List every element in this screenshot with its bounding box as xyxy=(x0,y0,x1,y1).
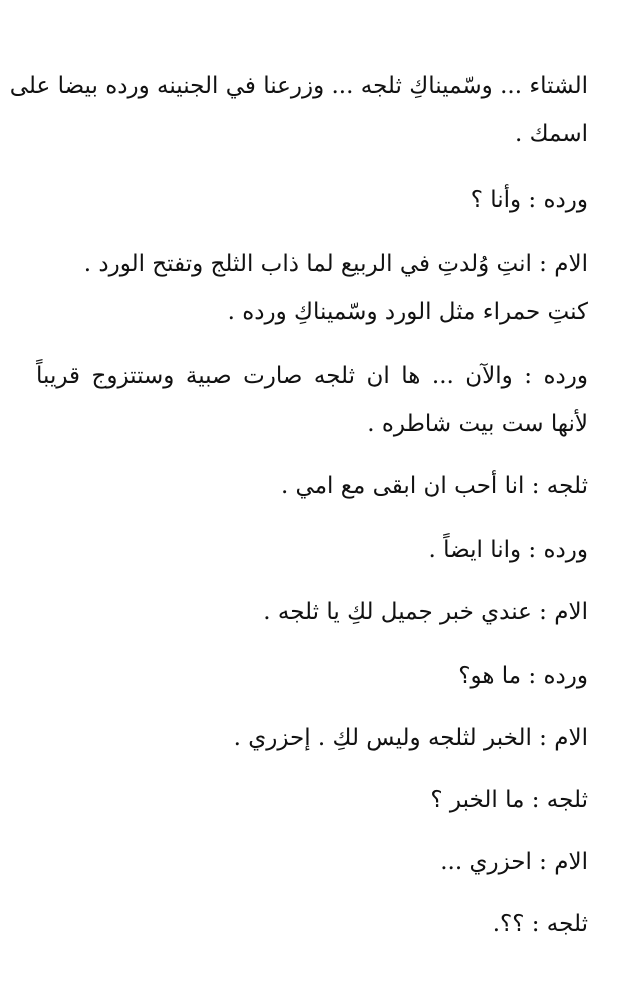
text-line: لأنها ست بيت شاطره . xyxy=(367,411,588,437)
dialogue-line-thalja xyxy=(36,900,588,948)
text-line: ثلجه : ما الخبر ؟ xyxy=(430,787,588,813)
text-line: اسمك . xyxy=(515,121,588,147)
dialogue-line-mother xyxy=(36,714,588,762)
dialogue-line-mother xyxy=(36,588,588,636)
text-line: ثلجه : انا أحب ان ابقى مع امي . xyxy=(280,473,588,499)
dialogue-line-warda xyxy=(36,526,588,574)
dialogue-line-thalja xyxy=(36,776,588,824)
narration-paragraph xyxy=(9,62,588,158)
dialogue-line-warda xyxy=(36,176,588,224)
dialogue-line-warda xyxy=(36,352,588,448)
text-line: كنتِ حمراء مثل الورد وسّميناكِ ورده . xyxy=(227,299,588,325)
dialogue-line-thalja xyxy=(36,462,588,510)
dialogue-line-warda xyxy=(36,652,588,700)
text-line: الشتاء ... وسّميناكِ ثلجه ... وزرعنا في الجنينه ورده بيضا على xyxy=(9,73,588,99)
text-line: الام : احزري ... xyxy=(440,849,588,875)
dialogue-line-mother xyxy=(36,838,588,886)
text-line: الام : انتِ وُلدتِ في الربيع لما ذاب الثلج وتفتح الورد . xyxy=(83,251,588,277)
text-line: ورده : وانا ايضاً . xyxy=(428,537,588,563)
text-line: الام : عندي خبر جميل لكِ يا ثلجه . xyxy=(263,599,588,625)
text-line: ورده : وأنا ؟ xyxy=(470,187,588,213)
dialogue-line-mother xyxy=(36,240,588,336)
text-line: ورده : ما هو؟ xyxy=(458,663,588,689)
text-line: الام : الخبر لثلجه وليس لكِ . إحزري . xyxy=(233,725,588,751)
text-line: ورده : والآن ... ها ان ثلجه صارت صبية وستتزوج قريباً xyxy=(36,363,588,389)
text-line: ثلجه : ؟؟. xyxy=(492,911,588,937)
